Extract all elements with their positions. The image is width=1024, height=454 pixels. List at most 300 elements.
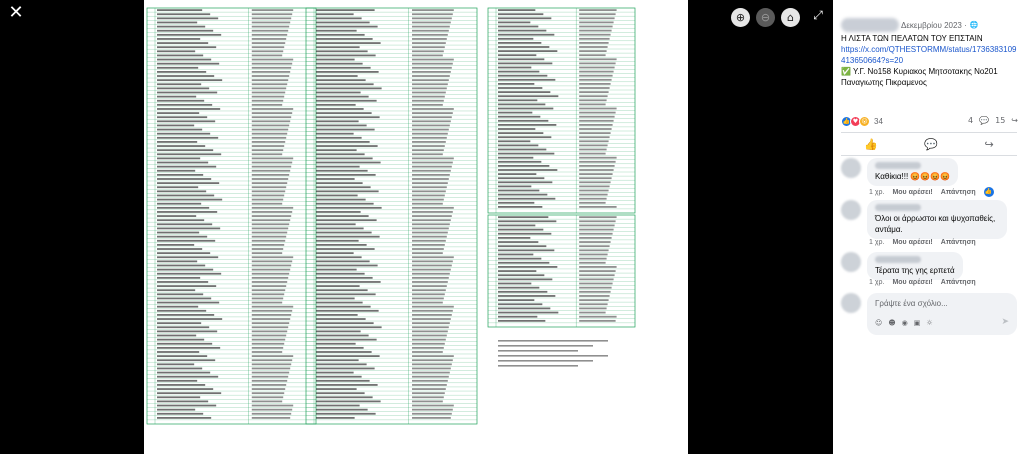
row-text-status bbox=[412, 236, 447, 238]
avatar-sticker-icon[interactable]: ☼ bbox=[926, 319, 933, 327]
row-text-status bbox=[412, 162, 453, 164]
row-text-name bbox=[316, 256, 362, 258]
camera-icon[interactable]: ◉ bbox=[901, 319, 908, 327]
row-text-status bbox=[412, 116, 452, 118]
row-text-name bbox=[157, 232, 199, 234]
emoji-icon[interactable]: ☻ bbox=[888, 319, 896, 327]
row-text-status bbox=[252, 46, 284, 48]
sticker-icon[interactable]: ☺ bbox=[875, 319, 883, 327]
row-text-name bbox=[157, 38, 200, 40]
row-text-status bbox=[252, 240, 285, 242]
row-text-name bbox=[498, 58, 544, 60]
row-text-status bbox=[579, 249, 608, 251]
row-text-status bbox=[412, 83, 448, 85]
row-text-status bbox=[252, 293, 284, 295]
row-text-name bbox=[316, 199, 366, 201]
row-text-name bbox=[498, 186, 531, 188]
row-text-name bbox=[316, 30, 357, 32]
row-text-status bbox=[579, 132, 610, 134]
row-text-name bbox=[157, 298, 211, 300]
row-text-status bbox=[579, 229, 613, 231]
row-text-name bbox=[157, 256, 218, 258]
row-text-name bbox=[316, 100, 377, 102]
row-text-name bbox=[316, 228, 364, 230]
row-text-name bbox=[157, 363, 194, 365]
row-text-status bbox=[579, 258, 606, 260]
row-text-status bbox=[252, 409, 292, 411]
row-text-name bbox=[498, 266, 557, 268]
zoom-in-icon[interactable]: ⊕ bbox=[731, 8, 750, 27]
row-text-name bbox=[498, 75, 547, 77]
row-text-name bbox=[316, 376, 362, 378]
row-text-name bbox=[157, 228, 220, 230]
comment-icon[interactable]: 💬 bbox=[924, 137, 939, 151]
row-text-status bbox=[252, 330, 287, 332]
comment-count[interactable]: 4 bbox=[968, 116, 974, 125]
comment-input[interactable] bbox=[867, 293, 1017, 335]
comment-like-button[interactable]: Μου αρέσει! bbox=[892, 279, 933, 286]
like-icon[interactable]: 👍 bbox=[864, 137, 878, 151]
row-text-name bbox=[316, 310, 379, 312]
row-text-name bbox=[498, 91, 550, 93]
row-text-name bbox=[157, 174, 203, 176]
row-text-status bbox=[412, 293, 445, 295]
row-text-name bbox=[498, 112, 532, 114]
row-text-status bbox=[412, 75, 450, 77]
row-text-name bbox=[316, 149, 357, 151]
row-text-status bbox=[252, 417, 290, 419]
row-text-status bbox=[579, 266, 616, 268]
row-text-name bbox=[157, 145, 205, 147]
row-text-name bbox=[316, 34, 365, 36]
row-text-name bbox=[316, 87, 382, 89]
row-text-status bbox=[412, 149, 444, 151]
row-text-status bbox=[252, 413, 291, 415]
row-text-status bbox=[579, 316, 616, 318]
row-text-name bbox=[498, 140, 530, 142]
row-text-status bbox=[412, 384, 447, 386]
row-text-status bbox=[252, 392, 284, 394]
row-text-name bbox=[498, 220, 556, 222]
row-text-status bbox=[412, 46, 445, 48]
row-text-name bbox=[498, 249, 554, 251]
row-text-status bbox=[579, 13, 615, 15]
avatar[interactable] bbox=[841, 158, 861, 178]
row-text-name bbox=[316, 170, 368, 172]
close-icon[interactable]: ✕ bbox=[8, 2, 24, 23]
comment-meta bbox=[869, 279, 976, 286]
row-text-name bbox=[157, 368, 202, 370]
comment-text: Όλοι οι άρρωστοι και ψυχοπαθείς, αντάμα. bbox=[875, 214, 996, 234]
row-text-status bbox=[579, 262, 605, 264]
row-text-name bbox=[498, 233, 551, 235]
row-text-status bbox=[252, 265, 291, 267]
footnote-text bbox=[498, 365, 578, 367]
row-text-name bbox=[498, 190, 539, 192]
row-text-name bbox=[157, 26, 205, 28]
row-text-name bbox=[316, 145, 378, 147]
row-text-name bbox=[316, 26, 378, 28]
row-text-name bbox=[498, 83, 534, 85]
post-stats bbox=[968, 116, 1018, 125]
row-text-name bbox=[157, 100, 204, 102]
row-text-name bbox=[316, 269, 357, 271]
row-text-name bbox=[157, 207, 209, 209]
row-text-name bbox=[157, 55, 203, 57]
comment-text: Καθίκια!!! 😡😡😡😡 bbox=[875, 172, 951, 181]
row-text-status bbox=[252, 260, 292, 262]
row-text-name bbox=[157, 351, 199, 353]
row-text-name bbox=[316, 108, 364, 110]
row-text-status bbox=[579, 186, 609, 188]
row-text-status bbox=[579, 38, 609, 40]
row-text-status bbox=[579, 9, 616, 11]
row-text-name bbox=[157, 260, 197, 262]
post-date[interactable]: Δεκεμβρίου 2023 · bbox=[901, 20, 967, 30]
row-text-name bbox=[316, 318, 366, 320]
comment-reply-button[interactable]: Απάντηση bbox=[940, 188, 976, 196]
row-text-status bbox=[579, 91, 608, 93]
row-text-name bbox=[157, 405, 216, 407]
row-text-status bbox=[252, 71, 290, 73]
row-text-name bbox=[316, 347, 364, 349]
row-text-status bbox=[252, 355, 293, 357]
row-text-status bbox=[252, 13, 292, 15]
row-text-name bbox=[316, 120, 359, 122]
avatar[interactable] bbox=[841, 18, 899, 32]
commenter-name[interactable] bbox=[875, 204, 921, 211]
row-text-status bbox=[252, 182, 287, 184]
comment-like-button[interactable]: Μου αρέσει! bbox=[892, 188, 933, 196]
row-text-name bbox=[316, 22, 370, 24]
row-text-status bbox=[579, 202, 605, 204]
row-text-status bbox=[412, 417, 451, 419]
row-text-status bbox=[252, 17, 291, 19]
row-text-name bbox=[498, 46, 549, 48]
comment-like-button[interactable]: Μου αρέσει! bbox=[892, 239, 933, 246]
row-text-status bbox=[252, 120, 290, 122]
row-text-name bbox=[498, 157, 533, 159]
row-text-status bbox=[252, 269, 290, 271]
footnote-text bbox=[498, 355, 608, 357]
row-text-name bbox=[157, 306, 198, 308]
row-text-name bbox=[157, 195, 214, 197]
row-text-status bbox=[252, 298, 283, 300]
row-text-name bbox=[316, 190, 379, 192]
row-text-status bbox=[252, 359, 292, 361]
row-text-status bbox=[579, 206, 616, 208]
row-text-status bbox=[579, 198, 606, 200]
row-text-status bbox=[412, 137, 447, 139]
row-text-name bbox=[316, 133, 354, 135]
row-text-name bbox=[498, 38, 533, 40]
zoom-out-icon[interactable]: ⊖ bbox=[756, 8, 775, 27]
row-text-status bbox=[579, 34, 610, 36]
row-text-name bbox=[498, 303, 542, 305]
row-text-status bbox=[412, 63, 453, 65]
row-text-status bbox=[579, 216, 616, 218]
row-text-name bbox=[498, 26, 538, 28]
row-text-name bbox=[316, 326, 382, 328]
row-text-status bbox=[412, 240, 446, 242]
row-text-status bbox=[412, 71, 451, 73]
row-text-status bbox=[412, 100, 444, 102]
send-icon[interactable]: ➤ bbox=[1001, 317, 1009, 327]
row-text-status bbox=[252, 67, 291, 69]
row-text-name bbox=[316, 38, 373, 40]
row-text-status bbox=[252, 195, 284, 197]
row-text-name bbox=[498, 17, 551, 19]
row-text-name bbox=[157, 219, 204, 221]
row-text-status bbox=[252, 372, 289, 374]
comment-time[interactable]: 1 χρ. bbox=[869, 239, 885, 246]
row-text-status bbox=[412, 190, 446, 192]
row-text-status bbox=[412, 215, 452, 217]
row-text-status bbox=[252, 302, 282, 304]
row-text-name bbox=[157, 92, 217, 94]
row-text-name bbox=[316, 372, 354, 374]
row-text-status bbox=[412, 199, 444, 201]
row-text-name bbox=[498, 262, 549, 264]
avatar[interactable] bbox=[841, 252, 861, 272]
row-text-status bbox=[412, 153, 443, 155]
row-text-name bbox=[316, 112, 372, 114]
row-text-status bbox=[579, 225, 614, 227]
row-text-name bbox=[316, 129, 375, 131]
post-actions bbox=[841, 136, 1017, 152]
row-text-name bbox=[157, 166, 216, 168]
avatar[interactable] bbox=[841, 200, 861, 220]
row-text-name bbox=[157, 417, 211, 419]
row-text-name bbox=[157, 392, 221, 394]
row-text-name bbox=[498, 291, 547, 293]
row-text-status bbox=[252, 59, 293, 61]
row-text-status bbox=[252, 203, 282, 205]
row-text-status bbox=[252, 112, 292, 114]
row-text-status bbox=[579, 58, 616, 60]
row-text-status bbox=[412, 368, 451, 370]
row-text-name bbox=[498, 42, 541, 44]
row-text-name bbox=[157, 133, 210, 135]
row-text-status bbox=[412, 318, 451, 320]
row-text-status bbox=[579, 299, 608, 301]
share-count[interactable]: 15 bbox=[995, 116, 1006, 125]
row-text-name bbox=[316, 75, 358, 77]
row-text-name bbox=[157, 289, 195, 291]
row-text-status bbox=[412, 38, 447, 40]
comment bbox=[841, 200, 1007, 239]
row-text-name bbox=[316, 363, 367, 365]
row-text-name bbox=[157, 293, 203, 295]
comment-time[interactable]: 1 χρ. bbox=[869, 279, 885, 286]
row-text-status bbox=[252, 207, 293, 209]
row-text-status bbox=[412, 401, 443, 403]
row-text-name bbox=[498, 165, 549, 167]
row-text-name bbox=[157, 310, 206, 312]
row-text-status bbox=[412, 265, 452, 267]
row-text-status bbox=[252, 104, 282, 106]
row-text-status bbox=[412, 92, 446, 94]
row-text-status bbox=[579, 108, 616, 110]
row-text-name bbox=[157, 355, 207, 357]
row-text-status bbox=[579, 274, 614, 276]
row-text-name bbox=[498, 245, 546, 247]
row-text-name bbox=[498, 308, 550, 310]
row-text-name bbox=[498, 22, 530, 24]
row-text-name bbox=[498, 95, 558, 97]
comment-meta bbox=[869, 187, 994, 197]
row-text-name bbox=[157, 162, 208, 164]
row-text-name bbox=[157, 265, 205, 267]
share-icon[interactable]: ↪ bbox=[984, 137, 994, 151]
row-text-status bbox=[252, 343, 284, 345]
row-text-name bbox=[157, 244, 194, 246]
row-text-status bbox=[412, 174, 450, 176]
comment-bubble bbox=[867, 252, 963, 280]
row-text-name bbox=[498, 169, 557, 171]
row-text-status bbox=[252, 351, 282, 353]
row-text-status bbox=[412, 13, 453, 15]
row-text-status bbox=[579, 22, 613, 24]
wow-reaction-icon: 😮 bbox=[859, 116, 870, 127]
comment-bubble bbox=[867, 158, 958, 186]
row-text-status bbox=[252, 277, 288, 279]
row-text-status bbox=[412, 170, 451, 172]
tag-icon[interactable]: ⌂ bbox=[781, 8, 800, 27]
row-text-status bbox=[412, 396, 444, 398]
post-link[interactable]: https://x.com/QTHESTORMM/status/1736383109413650664?s=20 bbox=[841, 45, 1017, 65]
row-text-status bbox=[579, 95, 607, 97]
row-text-status bbox=[412, 269, 451, 271]
row-text-name bbox=[157, 322, 201, 324]
row-text-name bbox=[498, 194, 547, 196]
row-text-name bbox=[157, 170, 195, 172]
row-text-name bbox=[316, 380, 370, 382]
row-text-status bbox=[252, 141, 285, 143]
row-text-name bbox=[316, 55, 376, 57]
row-text-name bbox=[498, 241, 538, 243]
row-text-status bbox=[412, 104, 443, 106]
row-text-name bbox=[316, 17, 362, 19]
row-text-name bbox=[498, 153, 554, 155]
row-text-status bbox=[412, 219, 451, 221]
row-text-status bbox=[579, 278, 613, 280]
row-text-name bbox=[498, 108, 553, 110]
row-text-name bbox=[498, 278, 552, 280]
row-text-name bbox=[157, 273, 221, 275]
row-text-status bbox=[252, 289, 285, 291]
row-text-name bbox=[498, 312, 558, 314]
row-text-status bbox=[412, 330, 448, 332]
row-text-status bbox=[579, 112, 615, 114]
row-text-name bbox=[316, 335, 369, 337]
row-text-name bbox=[498, 13, 543, 15]
commenter-name[interactable] bbox=[875, 162, 921, 169]
row-text-status bbox=[412, 55, 443, 57]
row-text-status bbox=[252, 133, 287, 135]
row-text-status bbox=[252, 22, 290, 24]
row-text-name bbox=[498, 136, 551, 138]
row-text-name bbox=[316, 355, 380, 357]
avatar bbox=[841, 293, 861, 313]
row-text-status bbox=[579, 71, 613, 73]
expand-icon[interactable]: ⤢ bbox=[813, 8, 823, 22]
row-text-name bbox=[316, 244, 367, 246]
row-text-status bbox=[579, 104, 605, 106]
row-text-status bbox=[252, 34, 287, 36]
comment-reply-button[interactable]: Απάντηση bbox=[940, 239, 976, 246]
row-text-status bbox=[252, 236, 286, 238]
row-text-name bbox=[157, 302, 219, 304]
row-text-status bbox=[412, 281, 448, 283]
row-text-status bbox=[579, 233, 612, 235]
row-text-name bbox=[157, 30, 213, 32]
row-text-name bbox=[498, 274, 544, 276]
row-text-name bbox=[157, 384, 205, 386]
row-text-status bbox=[579, 283, 612, 285]
row-text-name bbox=[157, 343, 212, 345]
row-text-name bbox=[498, 116, 540, 118]
row-text-status bbox=[252, 83, 287, 85]
row-text-name bbox=[498, 120, 548, 122]
row-text-name bbox=[157, 396, 200, 398]
row-text-name bbox=[316, 104, 356, 106]
row-text-name bbox=[316, 141, 370, 143]
row-text-status bbox=[252, 92, 285, 94]
row-text-status bbox=[252, 347, 283, 349]
row-text-name bbox=[157, 215, 196, 217]
row-text-status bbox=[412, 182, 448, 184]
row-text-name bbox=[316, 137, 362, 139]
row-text-status bbox=[579, 124, 612, 126]
row-text-name bbox=[157, 409, 195, 411]
row-text-status bbox=[579, 320, 615, 322]
divider bbox=[841, 132, 1017, 133]
row-text-name bbox=[157, 203, 201, 205]
row-text-name bbox=[316, 289, 368, 291]
row-text-status bbox=[579, 87, 609, 89]
comment-time[interactable]: 1 χρ. bbox=[869, 188, 885, 196]
row-text-name bbox=[157, 50, 195, 52]
row-text-status bbox=[412, 405, 454, 407]
row-text-status bbox=[412, 26, 450, 28]
row-text-status bbox=[252, 50, 283, 52]
row-text-status bbox=[579, 241, 610, 243]
row-text-name bbox=[157, 388, 213, 390]
comment-reply-button[interactable]: Απάντηση bbox=[940, 279, 976, 286]
row-text-name bbox=[316, 50, 368, 52]
row-text-name bbox=[316, 314, 358, 316]
row-text-status bbox=[412, 322, 450, 324]
row-text-name bbox=[498, 229, 543, 231]
reaction-summary[interactable] bbox=[841, 116, 883, 127]
row-text-name bbox=[157, 112, 199, 114]
row-text-status bbox=[579, 145, 607, 147]
reaction-count: 34 bbox=[874, 117, 883, 126]
row-text-status bbox=[412, 96, 445, 98]
row-text-status bbox=[412, 22, 451, 24]
commenter-name[interactable] bbox=[875, 256, 921, 263]
row-text-status bbox=[412, 34, 448, 36]
row-text-status bbox=[412, 302, 443, 304]
row-text-name bbox=[316, 273, 365, 275]
gif-icon[interactable]: ▣ bbox=[913, 319, 921, 327]
row-text-name bbox=[157, 347, 220, 349]
like-reaction-icon: 👍 bbox=[842, 118, 851, 125]
row-text-name bbox=[157, 190, 206, 192]
row-text-name bbox=[498, 198, 555, 200]
row-text-name bbox=[498, 99, 537, 101]
